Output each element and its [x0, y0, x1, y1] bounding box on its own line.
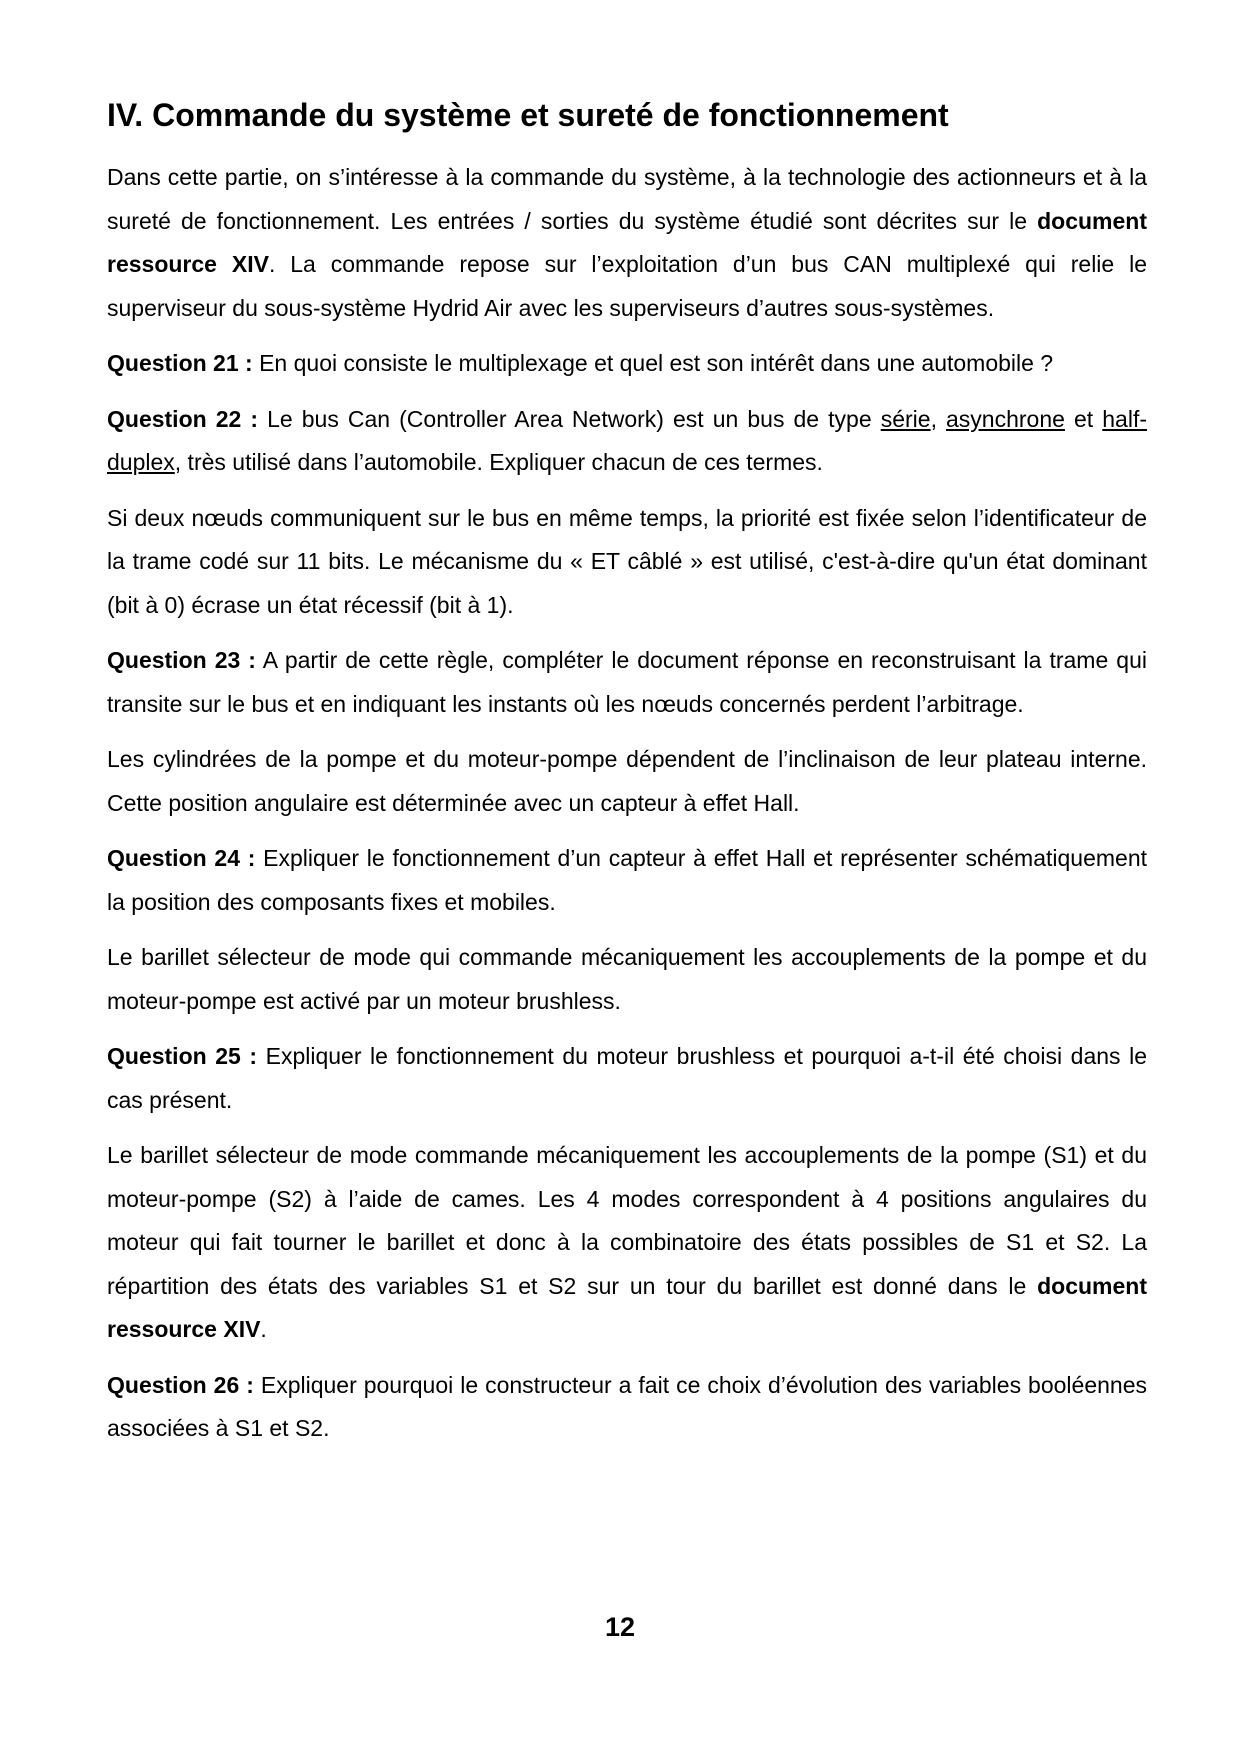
- hall-sensor-paragraph: Les cylindrées de la pompe et du moteur-pompe dépendent de l’inclinaison de leur plateau interne. Cette position angulaire est déterminée avec un capteur à effet Hall.: [107, 746, 1147, 816]
- question-25-label: Question 25 :: [107, 1043, 258, 1070]
- question-22: [107, 398, 1147, 485]
- selector-paragraph: [107, 1134, 1147, 1352]
- question-23-label: Question 23 :: [107, 647, 256, 674]
- intro-text-2: . La commande repose sur l’exploitation d’un bus CAN multiplexé qui relie le superviseur du sous-système Hydrid Air avec les superviseurs d’autres sous-systèmes.: [107, 251, 1148, 321]
- term-serie: série: [880, 405, 931, 432]
- question-21: [107, 342, 1147, 386]
- question-21-text: En quoi consiste le multiplexage et quel est son intérêt dans une automobile ?: [252, 350, 1054, 377]
- document-page: [107, 96, 1147, 1463]
- question-22-text-4: , très utilisé dans l’automobile. Expliquer chacun de ces termes.: [174, 449, 823, 476]
- question-26: [107, 1364, 1147, 1451]
- section-title: IV. Commande du système et sureté de fonctionnement: [107, 97, 949, 133]
- question-24-text: Expliquer le fonctionnement d’un capteur à effet Hall et représenter schématiquement la position des composants fixes et mobiles.: [107, 845, 1148, 915]
- question-22-label: Question 22 :: [107, 405, 259, 432]
- question-25-text: Expliquer le fonctionnement du moteur brushless et pourquoi a-t-il été choisi dans le cas présent.: [107, 1043, 1147, 1113]
- term-half-duplex: half-duplex: [107, 405, 1147, 476]
- question-26-label: Question 26 :: [107, 1371, 254, 1398]
- question-26-text: Expliquer pourquoi le constructeur a fait ce choix d’évolution des variables booléennes associées à S1 et S2.: [107, 1371, 1147, 1442]
- question-24-label: Question 24 :: [107, 845, 256, 872]
- question-23-text: A partir de cette règle, compléter le document réponse en reconstruisant la trame qui transite sur le bus et en indiquant les instants où les nœuds concernés perdent l’arbitrage.: [107, 647, 1147, 717]
- selector-text-1: Le barillet sélecteur de mode commande mécaniquement les accouplements de la pompe (S1) et du moteur-pompe (S2) à l’aide de cames. Les 4 modes correspondent à 4 positions angulaires du moteur qui fait tourner le barillet et donc à la combinatoire des états possibles de S1 et S2. La répartition des états des variables S1 et S2 sur un tour du barillet est donné dans le: [107, 1142, 1147, 1299]
- question-22-text-1: Le bus Can (Controller Area Network) est un bus de type: [258, 405, 881, 432]
- page-number: 12: [604, 1612, 636, 1642]
- brushless-paragraph: Le barillet sélecteur de mode qui commande mécaniquement les accouplements de la pompe et du moteur-pompe est activé par un moteur brushless.: [107, 944, 1147, 1014]
- intro-text-1: Dans cette partie, on s’intéresse à la commande du système, à la technologie des actionneurs et à la sureté de fonctionnement. Les entrées / sorties du système étudié sont décrites sur le: [107, 164, 1147, 234]
- term-asynchrone: asynchrone: [946, 405, 1065, 432]
- question-23: [107, 639, 1147, 726]
- selector-text-2: .: [260, 1316, 267, 1343]
- question-22-text-2: ,: [930, 405, 947, 432]
- question-24: [107, 837, 1147, 924]
- question-25: [107, 1035, 1147, 1122]
- question-21-label: Question 21 :: [107, 350, 253, 377]
- question-22-text-3: et: [1064, 405, 1103, 432]
- document-reference-2: document ressource XIV: [107, 1272, 1147, 1343]
- intro-paragraph: [107, 156, 1147, 330]
- document-reference: document ressource XIV: [107, 207, 1147, 278]
- arbitration-paragraph: Si deux nœuds communiquent sur le bus en même temps, la priorité est fixée selon l’identificateur de la trame codé sur 11 bits. Le mécanisme du « ET câblé » est utilisé, c'est-à-dire qu'un état dominant (bit à 0) écrase un état récessif (bit à 1).: [107, 504, 1147, 618]
